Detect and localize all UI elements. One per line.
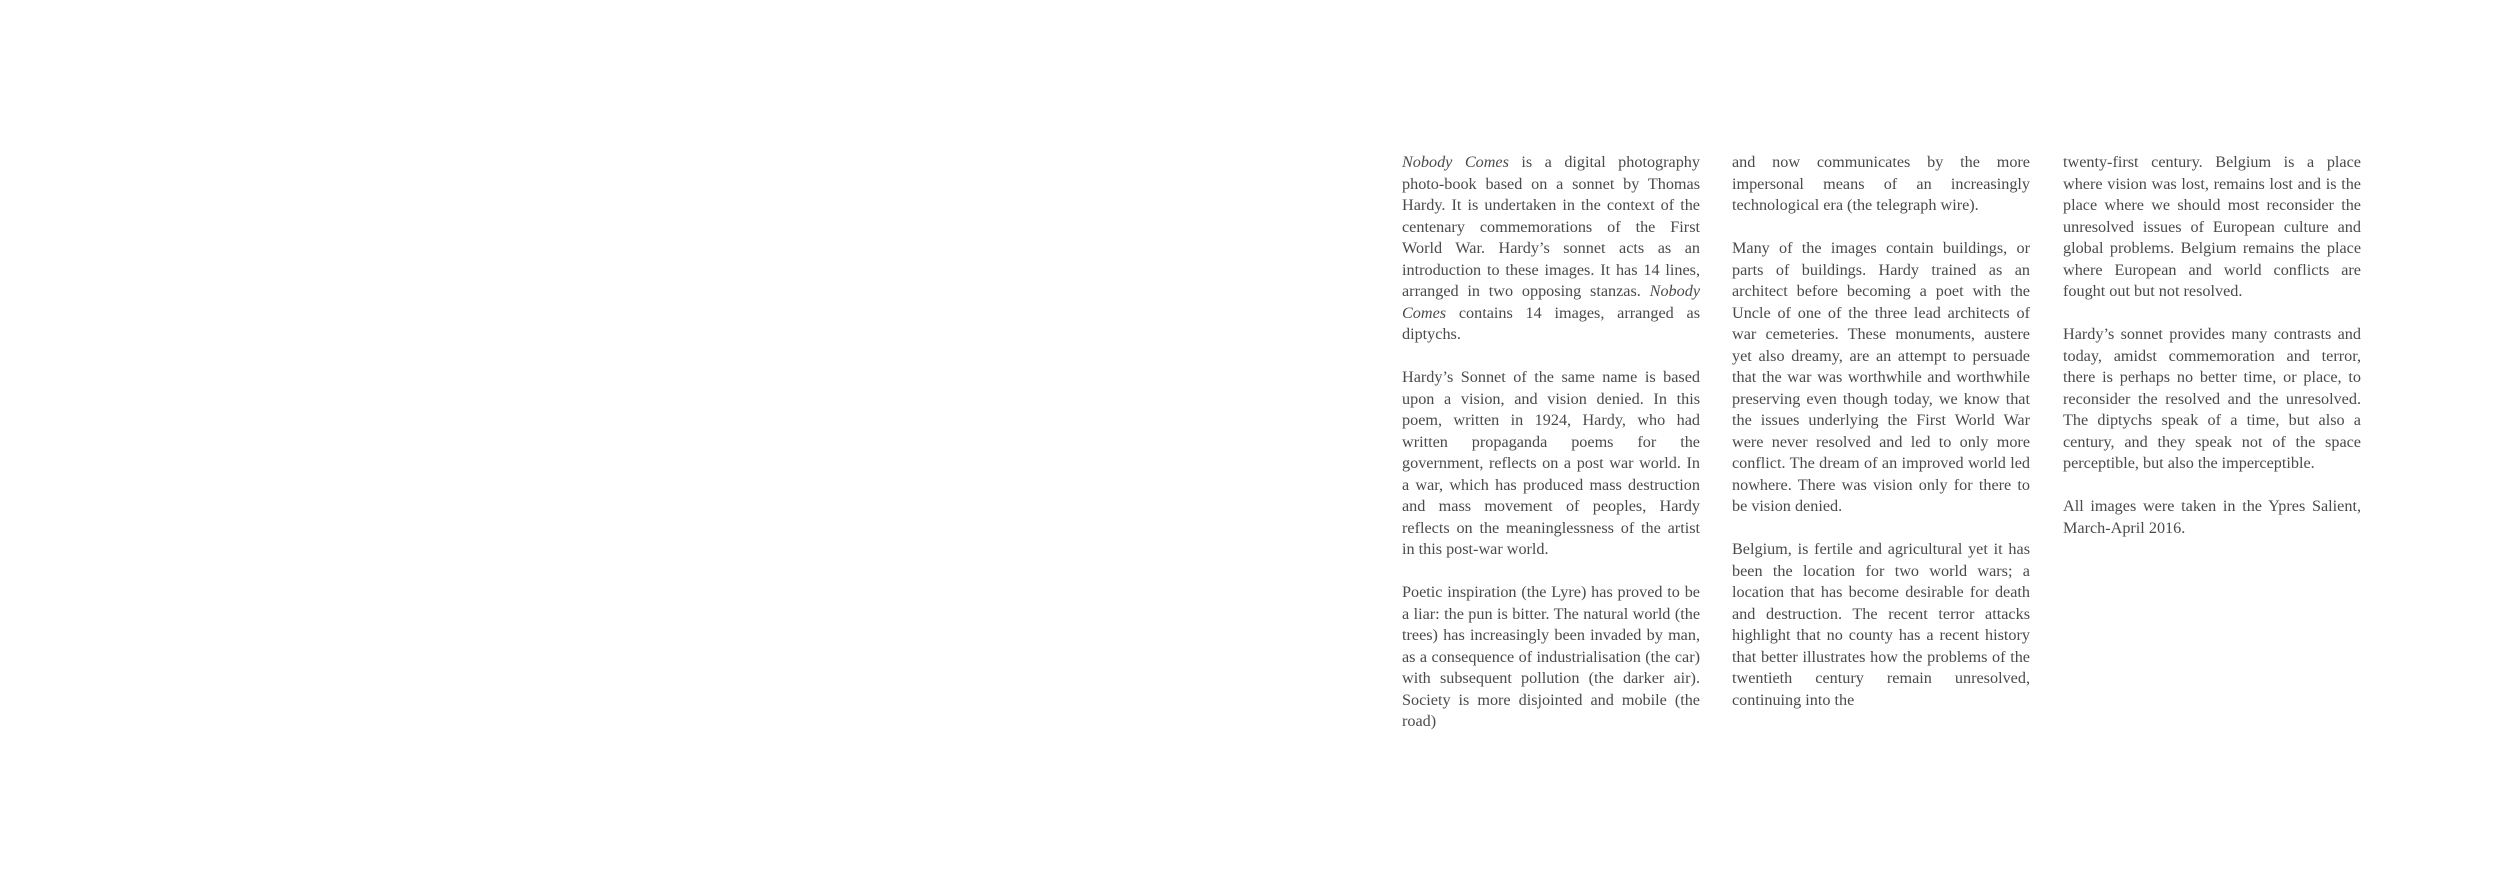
paragraph-image-credit: All images were taken in the Ypres Salient, March-April 2016. bbox=[2063, 497, 2361, 537]
paragraph-intro bbox=[1402, 152, 1700, 346]
paragraph-twenty-first-century: twenty-first century. Belgium is a place where vision was lost, remains lost and is the place where we should most reconsider the unresolved issues of European culture and global problems. Belgium remains the place where European and world conflicts are fought out but not resolved. bbox=[2063, 153, 2361, 300]
paragraph-contrasts: Hardy’s sonnet provides many contrasts and today, amidst commemoration and terror, there is perhaps no better time, or place, to reconsider the resolved and the unresolved. The diptychs speak of a time, but also a century, and they speak not of the space perceptible, but also the imperceptible. bbox=[2063, 325, 2361, 472]
intro-text-b: contains 14 images, arranged as diptychs. bbox=[1402, 303, 1700, 343]
text-column-2 bbox=[1732, 152, 2030, 711]
paragraph-belgium: Belgium, is fertile and agricultural yet it has been the location for two world wars; a location that has become desirable for death and destruction. The recent terror attacks highlight that no county has a recent history that better illustrates how the problems of the twentieth century remain unresolved, continuing into the bbox=[1732, 540, 2030, 709]
paragraph-buildings: Many of the images contain buildings, or parts of buildings. Hardy trained as an architect before becoming a poet with the Uncle of one of the three lead architects of war cemeteries. These monuments, austere yet also dreamy, are an attempt to persuade that the war was worthwhile and worthwhile preserving even though today, we know that the issues underlying the First World War were never resolved and led to only more conflict. The dream of an improved world led nowhere. There was vision only for there to be vision denied. bbox=[1732, 239, 2030, 515]
book-title: Nobody Comes bbox=[1402, 153, 1509, 171]
paragraph-telegraph: and now communicates by the more impersonal means of an increasingly technological era (the telegraph wire). bbox=[1732, 153, 2030, 214]
intro-text-a: is a digital photography photo-book based on a sonnet by Thomas Hardy. It is undertaken in the context of the centenary commemorations of the First World War. Hardy’s sonnet acts as an introduction to these images. It has 14 lines, arranged in two opposing stanzas. bbox=[1402, 153, 1700, 300]
paragraph-sonnet: Hardy’s Sonnet of the same name is based upon a vision, and vision denied. In this poem, written in 1924, Hardy, who had written propaganda poems for the government, reflects on a post war world. In a war, which has produced mass destruction and mass movement of peoples, Hardy reflects on the meaninglessness of the artist in this post-war world. bbox=[1402, 368, 1700, 558]
book-title-inline: Nobody Comes bbox=[1402, 282, 1700, 322]
paragraph-poetic-inspiration: Poetic inspiration (the Lyre) has proved to be a liar: the pun is bitter. The natural world (the trees) has increasingly been invaded by man, as a consequence of industrialisation (the car) with subsequent pollution (the darker air). Society is more disjointed and mobile (the road) bbox=[1402, 583, 1700, 730]
text-column-3 bbox=[2063, 152, 2361, 539]
text-column-1 bbox=[1402, 152, 1700, 733]
